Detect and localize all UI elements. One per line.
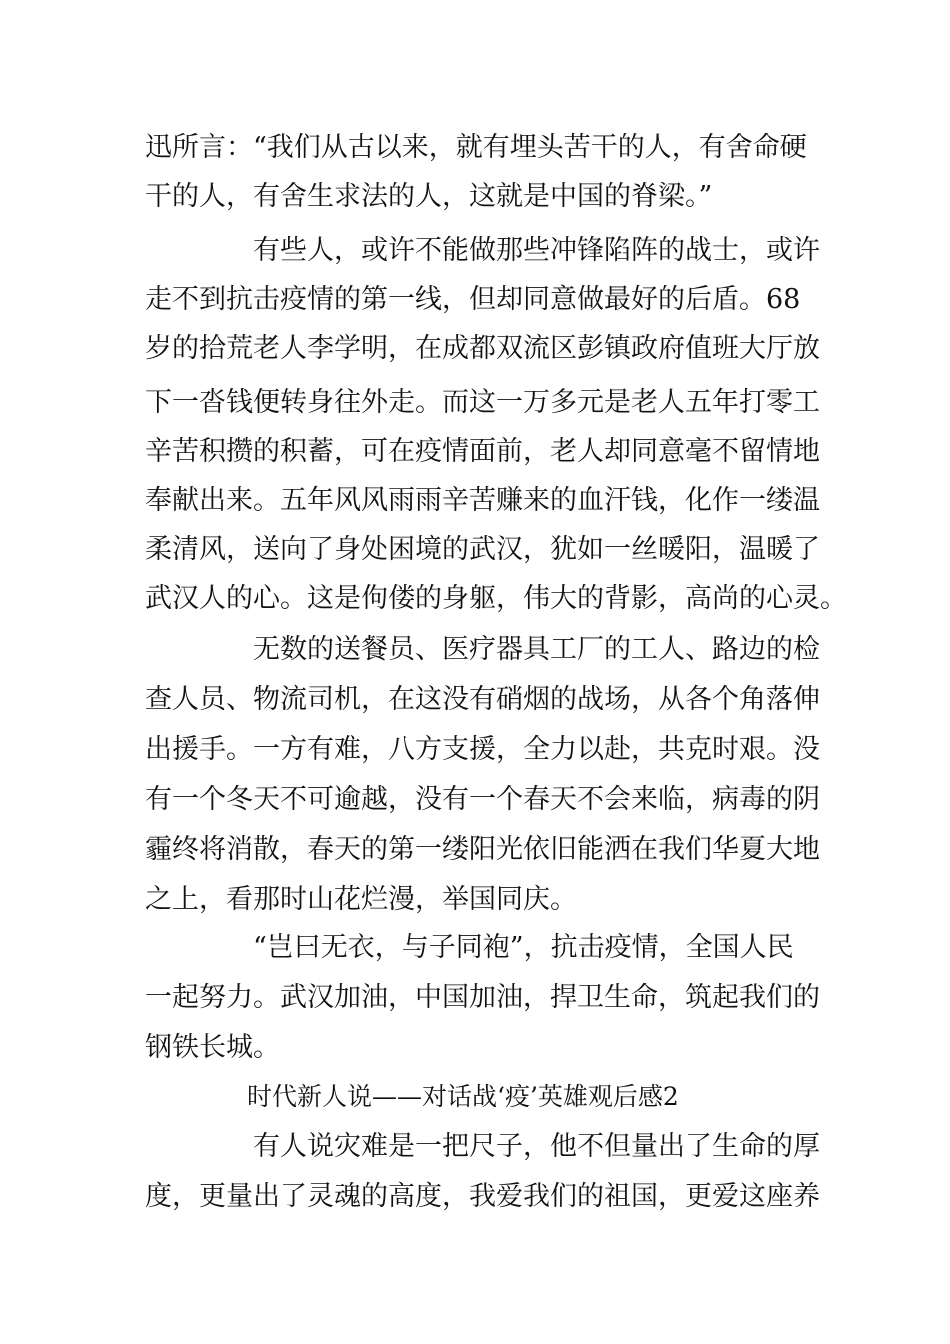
text-line: 霾终将消散，春天的第一缕阳光依旧能洒在我们华夏大地 [145, 834, 820, 865]
text-line: 一起努力。武汉加油，中国加油，捍卫生命，筑起我们的 [145, 982, 820, 1013]
text-line: 岁的拾荒老人李学明，在成都双流区彭镇政府值班大厅放 [145, 333, 820, 364]
text-line: 查人员、物流司机，在这没有硝烟的战场，从各个角落伸 [145, 684, 820, 715]
text-line: 奉献出来。五年风风雨雨辛苦赚来的血汗钱，化作一缕温 [145, 485, 820, 516]
text-line: 度，更量出了灵魂的高度，我爱我们的祖国，更爱这座养 [145, 1181, 820, 1212]
text-line: 干的人，有舍生求法的人，这就是中国的脊梁。” [145, 181, 713, 212]
paragraph-first-line: 无数的送餐员、医疗器具工厂的工人、路边的检 [253, 634, 820, 665]
text-line: 辛苦积攒的积蓄，可在疫情面前，老人却同意毫不留情地 [145, 436, 820, 467]
text-line: 下一沓钱便转身往外走。而这一万多元是老人五年打零工 [145, 387, 820, 418]
text-line: 柔清风，送向了身处困境的武汉，犹如一丝暖阳，温暖了 [145, 534, 820, 565]
text-line: 迅所言：“我们从古以来，就有埋头苦干的人，有舍命硬 [145, 132, 807, 163]
text-line: 有一个冬天不可逾越，没有一个春天不会来临，病毒的阴 [145, 784, 820, 815]
paragraph-first-line: 有人说灾难是一把尺子，他不但量出了生命的厚 [253, 1131, 820, 1162]
text-line: 武汉人的心。这是佝偻的身躯，伟大的背影，高尚的心灵。 [145, 583, 847, 614]
paragraph-first-line: “岂曰无衣，与子同袍”，抗击疫情，全国人民 [253, 932, 794, 963]
paragraph-first-line: 有些人，或许不能做那些冲锋陷阵的战士，或许 [253, 235, 820, 266]
text-line: 钢铁长城。 [145, 1032, 280, 1063]
text-line: 出援手。一方有难，八方支援，全力以赴，共克时艰。没 [145, 734, 820, 765]
text-line: 之上，看那时山花烂漫，举国同庆。 [145, 884, 577, 915]
section-heading: 时代新人说——对话战‘疫’英雄观后感2 [247, 1082, 679, 1111]
text-line: 走不到抗击疫情的第一线，但却同意做最好的后盾。68 [145, 284, 801, 315]
